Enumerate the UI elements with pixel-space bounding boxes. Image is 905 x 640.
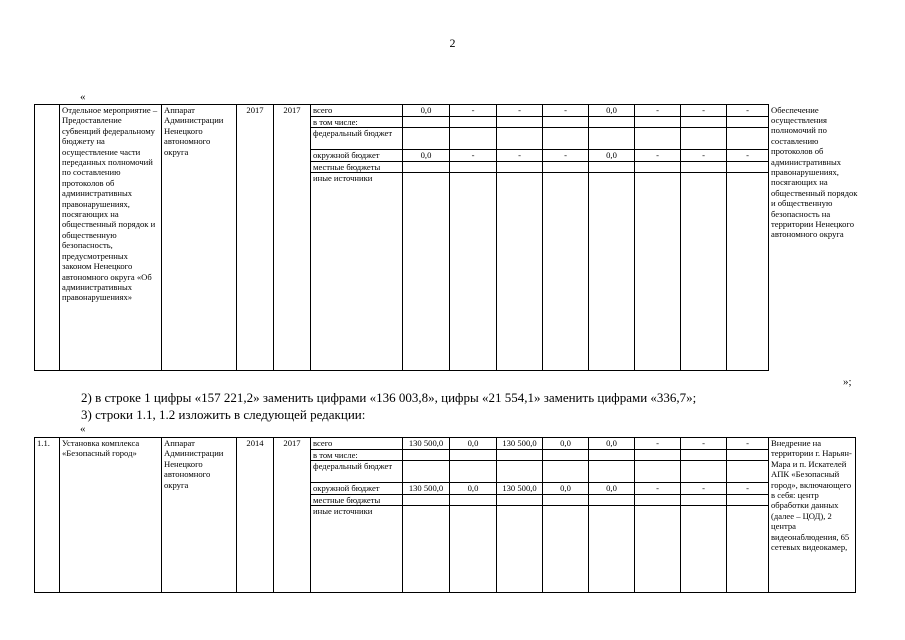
amount-cell [497, 117, 543, 128]
amount-cell [543, 494, 589, 505]
amount-cell [403, 450, 450, 461]
amount-cell: - [635, 438, 681, 450]
funding-source: всего [311, 105, 403, 117]
funding-source: всего [311, 438, 403, 450]
amount-cell: - [450, 105, 497, 117]
amendment-line-3: 3) строки 1.1, 1.2 изложить в следующей редакции: [81, 407, 366, 422]
funding-source: местные бюджеты [311, 161, 403, 172]
funding-source: иные источники [311, 173, 403, 371]
amount-cell [543, 161, 589, 172]
amount-cell [543, 117, 589, 128]
amount-cell [681, 494, 727, 505]
amount-cell [403, 461, 450, 483]
amount-cell [727, 161, 769, 172]
program-table-1 [34, 104, 863, 371]
table-row [35, 438, 856, 450]
amount-cell [727, 173, 769, 371]
amount-cell [589, 117, 635, 128]
amount-cell: 0,0 [589, 150, 635, 161]
funding-source: федеральный бюджет [311, 461, 403, 483]
amount-cell [589, 450, 635, 461]
amount-cell [681, 461, 727, 483]
amount-cell: 130 500,0 [403, 438, 450, 450]
amount-cell [681, 161, 727, 172]
year-end: 2017 [274, 438, 311, 593]
amount-cell [727, 450, 769, 461]
amount-cell [450, 506, 497, 593]
amount-cell: - [635, 150, 681, 161]
amount-cell [543, 128, 589, 150]
amount-cell [589, 173, 635, 371]
amount-cell [589, 161, 635, 172]
amount-cell: - [681, 150, 727, 161]
amount-cell [497, 461, 543, 483]
amount-cell [681, 128, 727, 150]
amount-cell: - [497, 105, 543, 117]
funding-source: местные бюджеты [311, 494, 403, 505]
amount-cell: 0,0 [589, 105, 635, 117]
funding-source: иные источники [311, 506, 403, 593]
amount-cell [450, 161, 497, 172]
amount-cell [450, 128, 497, 150]
amount-cell: 0,0 [589, 438, 635, 450]
amount-cell [589, 494, 635, 505]
amount-cell [727, 461, 769, 483]
executor: Аппарат Администрации Ненецкого автономного округа [162, 105, 237, 371]
amount-cell [543, 450, 589, 461]
funding-source: окружной бюджет [311, 150, 403, 161]
amount-cell: 130 500,0 [497, 483, 543, 494]
amount-cell: - [635, 105, 681, 117]
table-row [35, 105, 864, 117]
amount-cell [543, 173, 589, 371]
amount-cell [543, 461, 589, 483]
amount-cell [497, 506, 543, 593]
executor: Аппарат Администрации Ненецкого автономного округа [162, 438, 237, 593]
funding-source: в том числе: [311, 450, 403, 461]
amount-cell [681, 450, 727, 461]
amount-cell: 130 500,0 [403, 483, 450, 494]
amount-cell [635, 450, 681, 461]
amount-cell [635, 173, 681, 371]
amount-cell [497, 128, 543, 150]
amount-cell [727, 506, 769, 593]
amount-cell [450, 461, 497, 483]
amount-cell: 130 500,0 [497, 438, 543, 450]
amount-cell [403, 506, 450, 593]
amount-cell [403, 117, 450, 128]
amount-cell [403, 173, 450, 371]
amount-cell [635, 128, 681, 150]
amount-cell [727, 494, 769, 505]
amount-cell [727, 117, 769, 128]
amount-cell: - [681, 105, 727, 117]
amount-cell: - [727, 150, 769, 161]
year-start: 2014 [237, 438, 274, 593]
amount-cell: 0,0 [450, 483, 497, 494]
open-quote-2: « [80, 423, 86, 435]
amount-cell: 0,0 [543, 483, 589, 494]
funding-source: окружной бюджет [311, 483, 403, 494]
amount-cell: 0,0 [589, 483, 635, 494]
amount-cell [450, 117, 497, 128]
amount-cell [497, 173, 543, 371]
amount-cell [403, 161, 450, 172]
amount-cell: - [727, 105, 769, 117]
program-table-2 [34, 437, 856, 593]
amount-cell: - [727, 483, 769, 494]
amount-cell: - [450, 150, 497, 161]
amount-cell: - [681, 483, 727, 494]
amount-cell [543, 506, 589, 593]
row-number [35, 105, 60, 371]
row-number: 1.1. [35, 438, 60, 593]
amount-cell: 0,0 [450, 438, 497, 450]
close-quote-1: »; [843, 376, 852, 388]
amount-cell [681, 173, 727, 371]
amount-cell [727, 128, 769, 150]
amount-cell [635, 117, 681, 128]
amount-cell [450, 173, 497, 371]
funding-source: федеральный бюджет [311, 128, 403, 150]
year-end: 2017 [274, 105, 311, 371]
amount-cell [681, 117, 727, 128]
funding-source: в том числе: [311, 117, 403, 128]
amount-cell [450, 494, 497, 505]
amount-cell [589, 461, 635, 483]
amendment-line-2: 2) в строке 1 цифры «157 221,2» заменить цифрами «136 003,8», цифры «21 554,1» заменить цифрами «336,7»; [81, 390, 697, 405]
expected-result: Внедрение на территории г. Нарьян-Мара и п. Искателей АПК «Безопасный город», включающего в себя: центр обработки данных (далее – ЦОД), 2 центра видеонаблюдения, 65 сетевых видеокамер, [769, 438, 856, 593]
amount-cell [497, 494, 543, 505]
amount-cell: - [635, 483, 681, 494]
amount-cell [635, 161, 681, 172]
amount-cell: 0,0 [403, 150, 450, 161]
amount-cell [635, 506, 681, 593]
amount-cell: 0,0 [543, 438, 589, 450]
amount-cell [497, 450, 543, 461]
open-quote-1: « [80, 91, 86, 103]
amount-cell [497, 161, 543, 172]
amount-cell [403, 494, 450, 505]
amount-cell: - [543, 150, 589, 161]
amount-cell [589, 128, 635, 150]
year-start: 2017 [237, 105, 274, 371]
activity-name: Отдельное мероприятие – Предоставление субвенций федеральному бюджету на осуществление части переданных полномочий по составлению протоколов об административных правонарушениях, посягающих на общественный порядок и общественную безопасность, предусмотренных законом Ненецкого автономного округа «Об административных правонарушениях» [60, 105, 162, 371]
amount-cell [403, 128, 450, 150]
amount-cell [635, 461, 681, 483]
amount-cell: - [497, 150, 543, 161]
page-number: 2 [449, 36, 456, 50]
amount-cell: - [681, 438, 727, 450]
amount-cell [589, 506, 635, 593]
activity-name: Установка комплекса «Безопасный город» [60, 438, 162, 593]
amount-cell: 0,0 [403, 105, 450, 117]
amount-cell: - [727, 438, 769, 450]
expected-result: Обеспечение осуществления полномочий по составлению протоколов об административных правонарушениях, посягающих на общественный порядок и общественную безопасность на территории Ненецкого автономного округа [769, 105, 864, 371]
amount-cell [450, 450, 497, 461]
amount-cell [681, 506, 727, 593]
amount-cell [635, 494, 681, 505]
amount-cell: - [543, 105, 589, 117]
